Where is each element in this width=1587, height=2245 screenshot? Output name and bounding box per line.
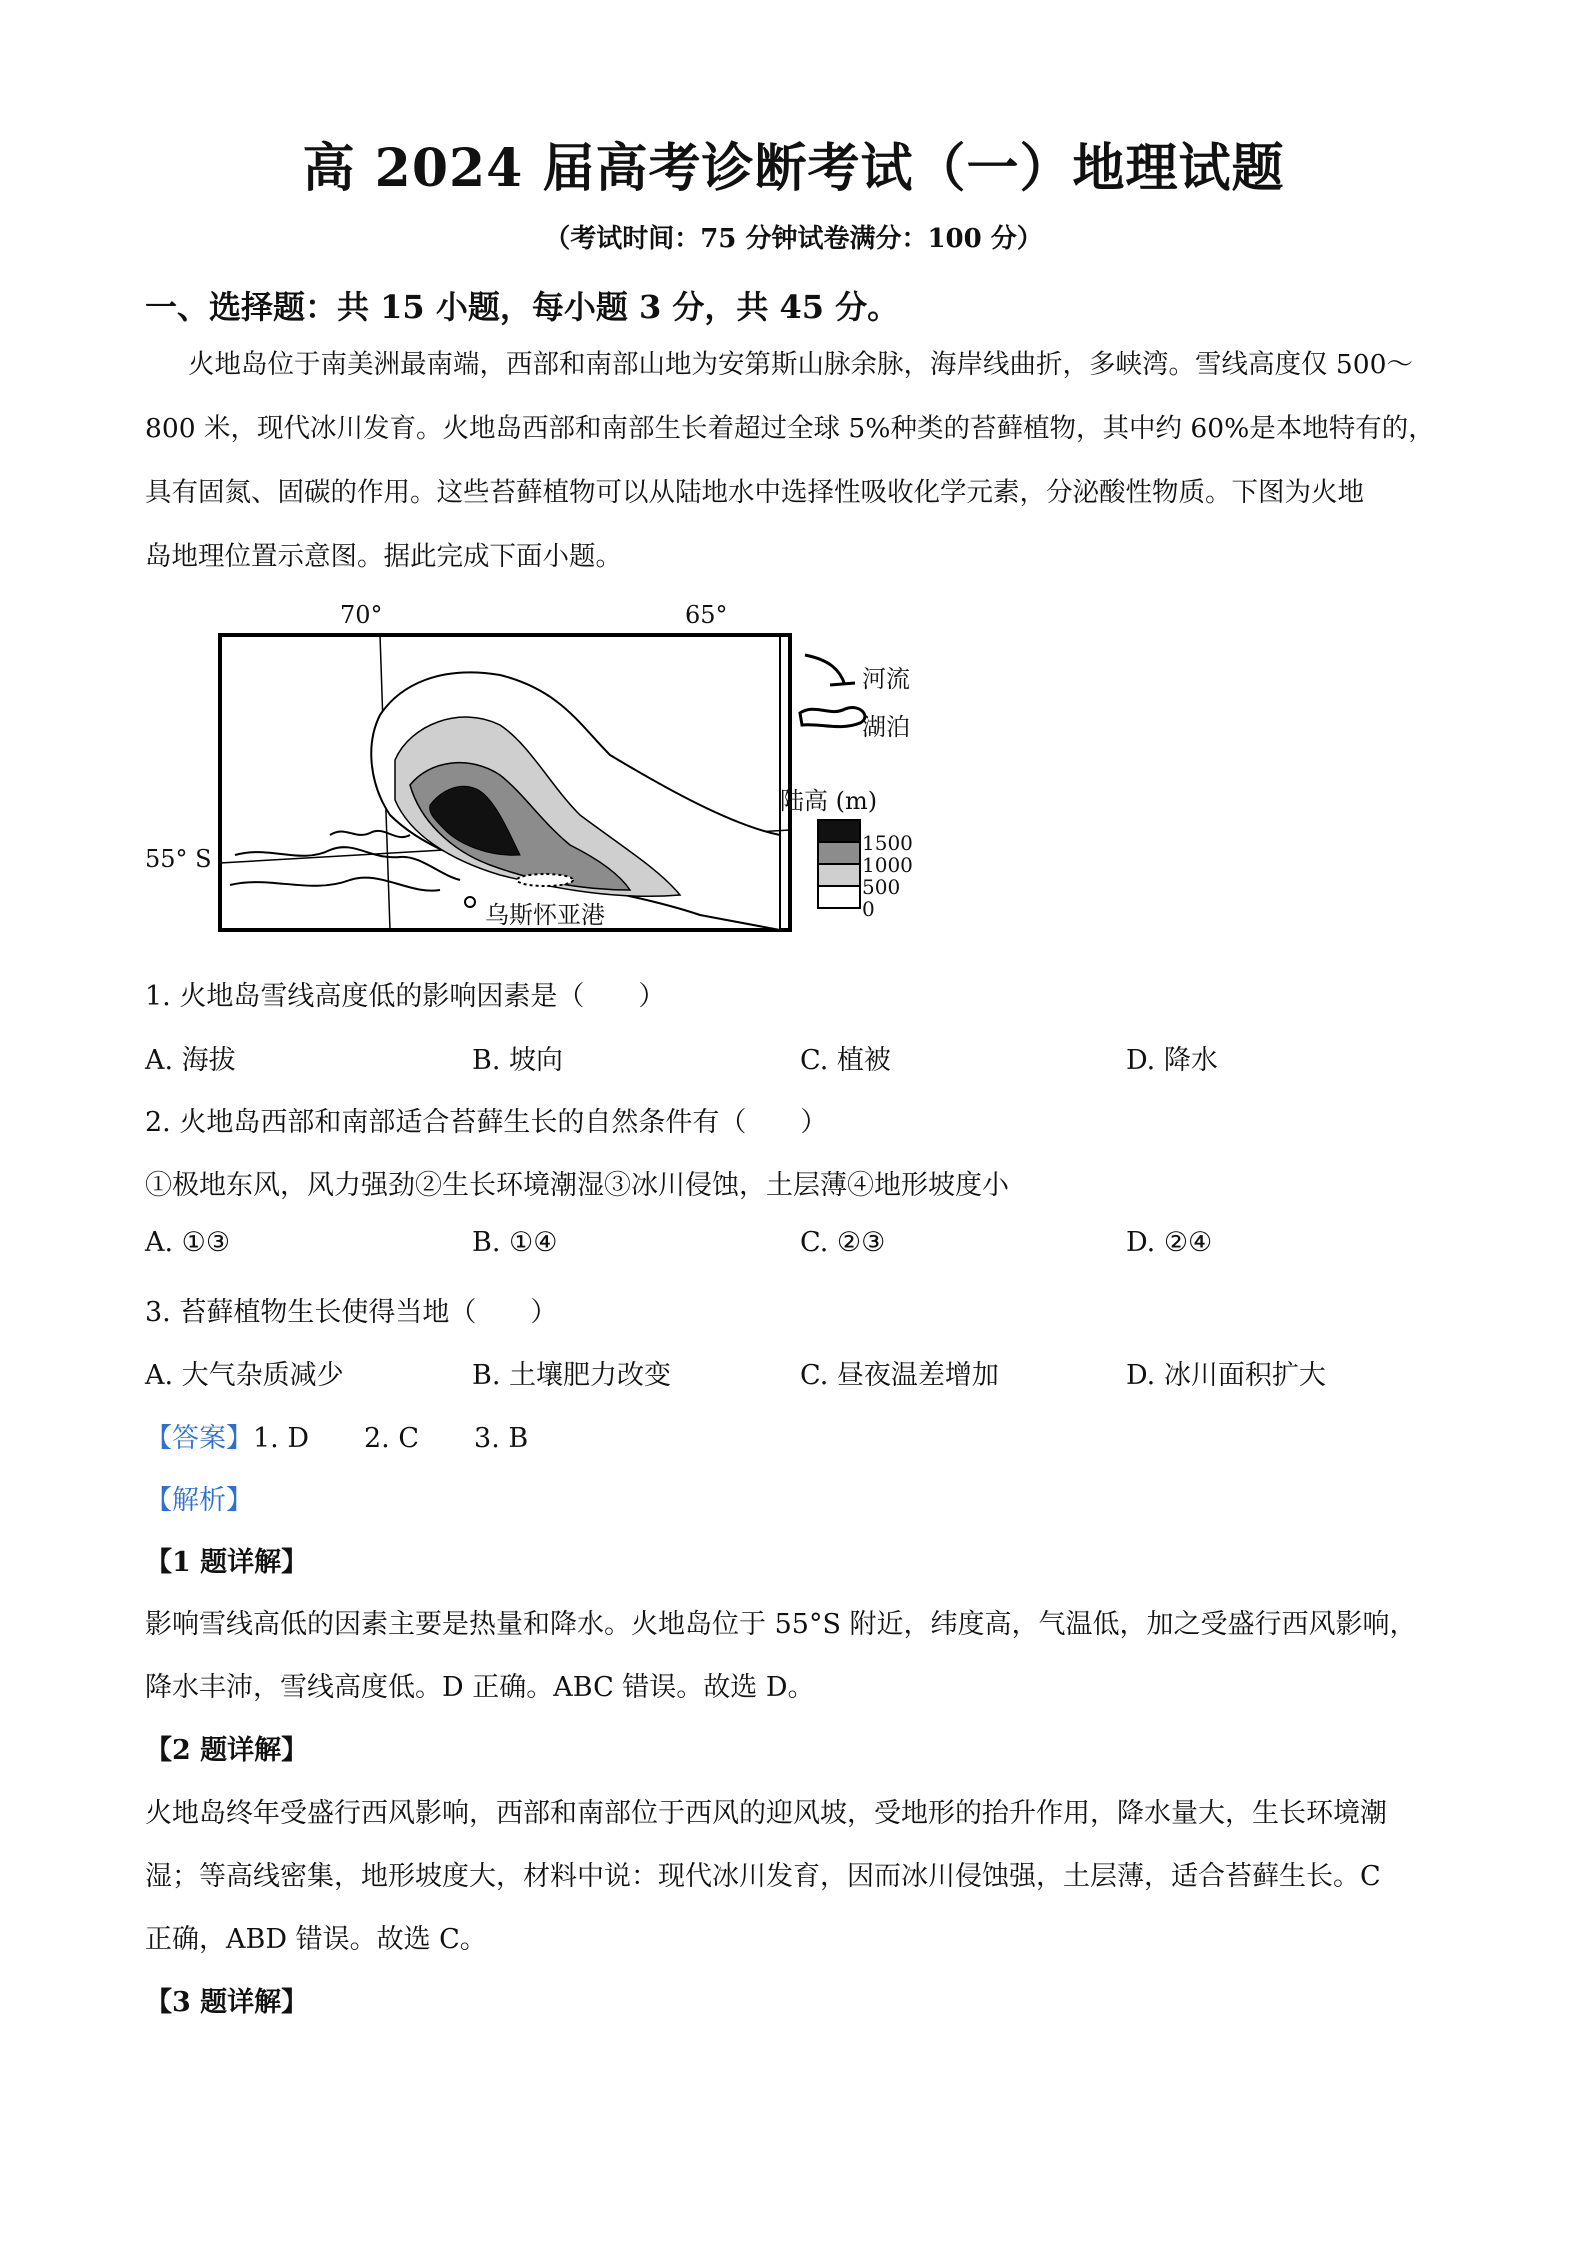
question-1-stem: 1. 火地岛雪线高度低的影响因素是（ ） — [145, 981, 666, 1012]
detail-3-title: 【3 题详解】 — [145, 1987, 309, 2018]
q2-option-a: A. ①③ — [145, 1227, 231, 1258]
tierra-del-fuego-map — [140, 595, 900, 945]
analysis-tag: 【解析】 — [145, 1485, 253, 1516]
lon-70-label: 70° — [340, 601, 383, 629]
answer-line — [145, 1416, 528, 1455]
detail-2-line-1: 火地岛终年受盛行西风影响，西部和南部位于西风的迎风坡，受地形的抬升作用，降水量大，生长环境潮 — [145, 1798, 1387, 1829]
q1-option-b: B. 坡向 — [472, 1045, 564, 1076]
q2-option-b: B. ①④ — [472, 1227, 558, 1258]
lon-65-label: 65° — [685, 601, 728, 629]
detail-2-line-2: 湿；等高线密集，地形坡度大，材料中说：现代冰川发育，因而冰川侵蚀强，土层薄，适合苔藓生长。C — [145, 1861, 1381, 1892]
detail-1-title: 【1 题详解】 — [145, 1547, 309, 1578]
fjord — [330, 831, 410, 837]
passage-line-2: 800 米，现代冰川发育。火地岛西部和南部生长着超过全球 5%种类的苔藓植物，其中约 60%是本地特有的， — [145, 413, 1435, 444]
port-label: 乌斯怀亚港 — [485, 901, 605, 929]
lat-55s-label: 55° S — [145, 845, 212, 873]
lake-fagnano — [517, 874, 573, 886]
question-2-stem: 2. 火地岛西部和南部适合苔藓生长的自然条件有（ ） — [145, 1107, 828, 1138]
legend-elev-title: 陆高 (m) — [780, 787, 878, 815]
passage-line-3: 具有固氮、固碳的作用。这些苔藓植物可以从陆地水中选择性吸收化学元素，分泌酸性物质。下图为火地 — [145, 477, 1364, 508]
passage-line-1: 火地岛位于南美洲最南端，西部和南部山地为安第斯山脉余脉，海岸线曲折，多峡湾。雪线高度仅 500～ — [188, 349, 1414, 380]
tick-1500: 1500 — [862, 831, 913, 855]
q3-option-b: B. 土壤肥力改变 — [472, 1360, 672, 1391]
q1-option-c: C. 植被 — [800, 1045, 891, 1076]
legend-elev-1000 — [818, 842, 860, 864]
legend-elev-500 — [818, 864, 860, 886]
question-2-items: ①极地东风，风力强劲②生长环境潮湿③冰川侵蚀，土层薄④地形坡度小 — [145, 1170, 1009, 1201]
south-coast — [235, 847, 460, 880]
detail-1-line-2: 降水丰沛，雪线高度低。D 正确。ABC 错误。故选 D。 — [145, 1672, 815, 1703]
page-title: 高 2024 届高考诊断考试（一）地理试题 — [302, 138, 1285, 199]
detail-2-line-3: 正确，ABD 错误。故选 C。 — [145, 1924, 487, 1955]
question-3-stem: 3. 苔藓植物生长使得当地（ ） — [145, 1297, 558, 1328]
legend-elev-1500 — [818, 820, 860, 842]
q2-option-d: D. ②④ — [1126, 1227, 1213, 1258]
q1-option-d: D. 降水 — [1126, 1045, 1218, 1076]
passage-line-4: 岛地理位置示意图。据此完成下面小题。 — [145, 541, 622, 572]
map-figure — [140, 595, 913, 945]
tick-0: 0 — [862, 897, 875, 921]
tick-500: 500 — [862, 875, 901, 899]
answer-tag: 【答案】 — [145, 1423, 253, 1454]
q3-option-a: A. 大气杂质减少 — [145, 1360, 344, 1391]
legend-elev-0 — [818, 886, 860, 908]
legend-river-icon — [805, 655, 855, 685]
legend-river-label: 河流 — [862, 665, 910, 693]
q1-option-a: A. 海拔 — [145, 1045, 236, 1076]
detail-2-title: 【2 题详解】 — [145, 1735, 309, 1766]
exam-info: （考试时间：75 分钟试卷满分：100 分） — [544, 224, 1043, 254]
legend-lake-label: 湖泊 — [862, 713, 910, 741]
q3-option-d: D. 冰川面积扩大 — [1126, 1360, 1326, 1391]
legend-elev-ticks — [862, 832, 913, 920]
channel-coast — [230, 878, 440, 891]
ushuaia-marker — [465, 897, 475, 907]
answer-3: 3. B — [474, 1423, 529, 1454]
answer-2: 2. C — [364, 1423, 420, 1454]
q3-option-c: C. 昼夜温差增加 — [800, 1360, 999, 1391]
legend-lake-icon — [800, 708, 865, 727]
answer-1: 1. D — [253, 1423, 309, 1454]
tick-1000: 1000 — [862, 853, 913, 877]
detail-1-line-1: 影响雪线高低的因素主要是热量和降水。火地岛位于 55°S 附近，纬度高，气温低，加之受盛行西风影响， — [145, 1609, 1417, 1640]
section-heading: 一、选择题：共 15 小题，每小题 3 分，共 45 分。 — [145, 288, 900, 326]
q2-option-c: C. ②③ — [800, 1227, 886, 1258]
